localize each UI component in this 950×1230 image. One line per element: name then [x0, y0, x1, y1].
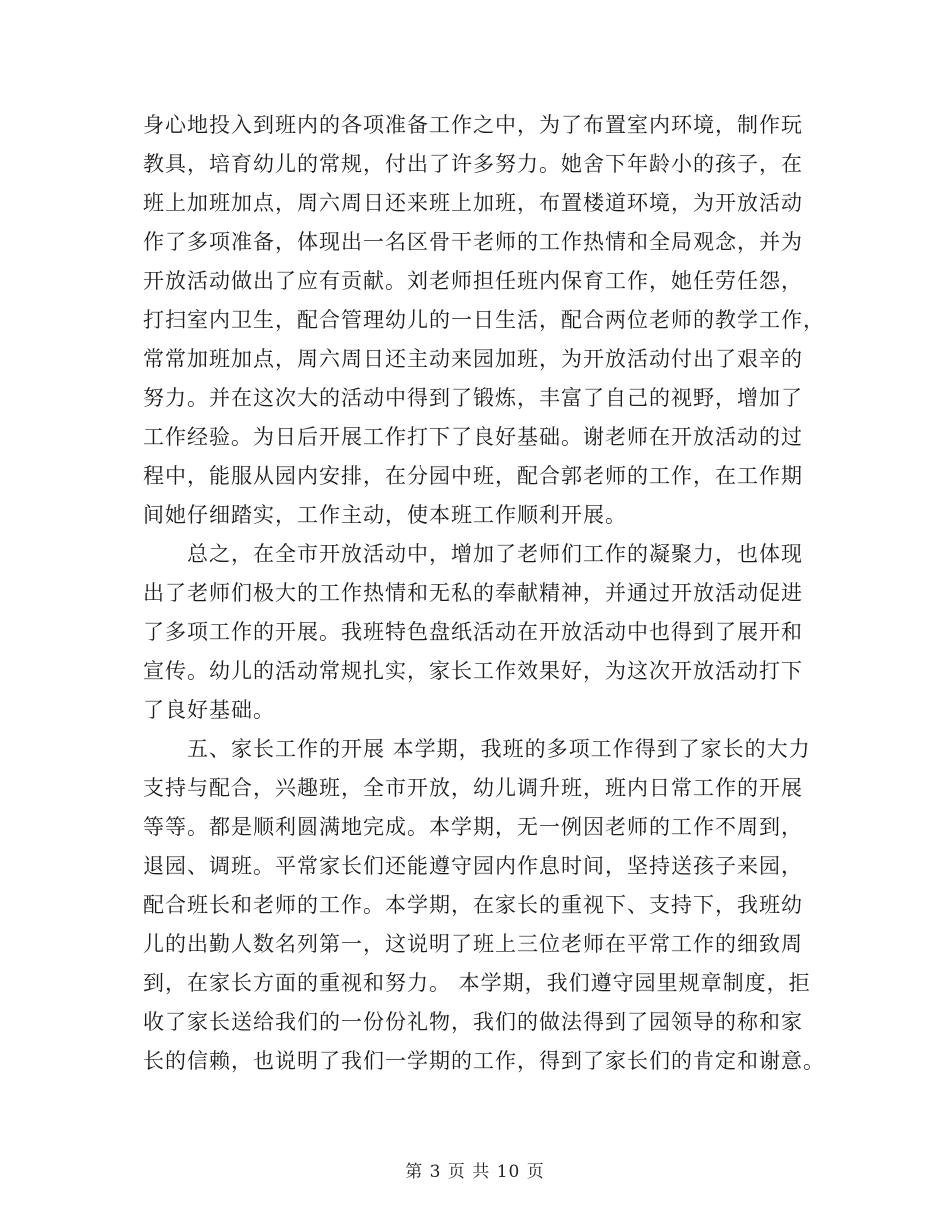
text-line: 到，在家长方面的重视和努力。 本学期，我们遵守园里规章制度，拒 — [143, 971, 811, 995]
text-line: 儿的出勤人数名列第一，这说明了班上三位老师在平常工作的细致周 — [143, 932, 803, 956]
text-line: 总之，在全市开放活动中，增加了老师们工作的凝聚力，也体现 — [187, 542, 803, 566]
text-line: 了多项工作的开展。我班特色盘纸活动在开放活动中也得到了展开和 — [143, 620, 803, 644]
text-line: 班上加班加点，周六周日还来班上加班，布置楼道环境，为开放活动 — [143, 191, 803, 215]
text-line: 开放活动做出了应有贡献。刘老师担任班内保育工作，她任劳任怨， — [143, 269, 803, 293]
text-line: 打扫室内卫生，配合管理幼儿的一日生活，配合两位老师的教学工作， — [143, 308, 825, 332]
text-line: 支持与配合，兴趣班，全市开放，幼儿调升班，班内日常工作的开展 — [143, 776, 803, 800]
text-line: 间她仔细踏实，工作主动，使本班工作顺利开展。 — [143, 503, 627, 527]
text-line: 退园、调班。平常家长们还能遵守园内作息时间，坚持送孩子来园， — [143, 854, 803, 878]
text-line: 五、家长工作的开展 本学期，我班的多项工作得到了家长的大力 — [187, 737, 811, 761]
paragraph-1 — [143, 106, 823, 535]
text-line: 身心地投入到班内的各项准备工作之中，为了布置室内环境，制作玩 — [143, 113, 803, 137]
text-line: 努力。并在这次大的活动中得到了锻炼，丰富了自己的视野，增加了 — [143, 386, 803, 410]
text-line: 配合班长和老师的工作。本学期，在家长的重视下、支持下，我班幼 — [143, 893, 803, 917]
text-line: 了良好基础。 — [143, 698, 275, 722]
text-line: 作了多项准备，体现出一名区骨干老师的工作热情和全局观念，并为 — [143, 230, 803, 254]
text-line: 程中，能服从园内安排，在分园中班，配合郭老师的工作，在工作期 — [143, 464, 803, 488]
text-line: 工作经验。为日后开展工作打下了良好基础。谢老师在开放活动的过 — [143, 425, 803, 449]
text-line: 收了家长送给我们的一份份礼物，我们的做法得到了园领导的称和家 — [143, 1010, 803, 1034]
page-number-footer: 第 3 页 共 10 页 — [405, 1162, 545, 1182]
text-line: 长的信赖，也说明了我们一学期的工作，得到了家长们的肯定和谢意。 — [143, 1049, 825, 1073]
document-body — [143, 106, 823, 1081]
paragraph-3 — [143, 730, 823, 1081]
text-line: 教具，培育幼儿的常规，付出了许多努力。她舍下年龄小的孩子，在 — [143, 152, 803, 176]
paragraph-2 — [143, 535, 823, 730]
text-line: 宣传。幼儿的活动常规扎实，家长工作效果好，为这次开放活动打下 — [143, 659, 803, 683]
text-line: 等等。都是顺利圆满地完成。本学期，无一例因老师的工作不周到， — [143, 815, 803, 839]
text-line: 常常加班加点，周六周日还主动来园加班，为开放活动付出了艰辛的 — [143, 347, 803, 371]
text-line: 出了老师们极大的工作热情和无私的奉献精神，并通过开放活动促进 — [143, 581, 803, 605]
